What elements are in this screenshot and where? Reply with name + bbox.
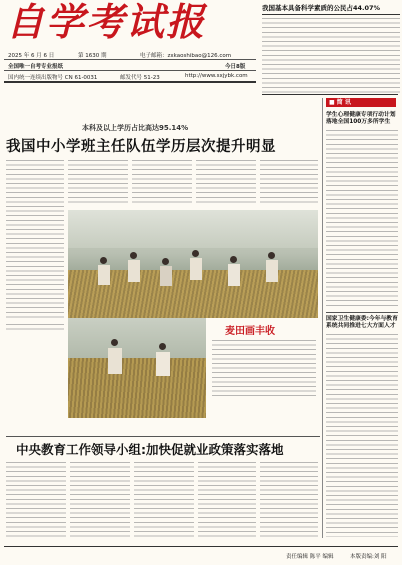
issue-number: 第 1630 期: [78, 53, 107, 59]
top-right-body: [262, 16, 400, 96]
bottom-body-col3: [134, 460, 194, 538]
side-story2-headline: 国家卫生健康委:今年与教育系统共同推进七大方面人才: [326, 316, 398, 329]
footer-left: 责任编辑 陈平 编辑: [286, 554, 334, 560]
bottom-body-col5: [260, 460, 318, 538]
lead-body-col1-end: [6, 322, 64, 332]
top-right-headline: 我国基本具备科学素质的公民占44.07%: [262, 4, 400, 15]
column-rule: [322, 98, 323, 538]
issue-date: 2025 年 6 月 6 日: [8, 53, 55, 59]
lead-body-col2: [68, 158, 128, 204]
header-divider: [4, 59, 256, 60]
photo-caption-title: 麦田画丰收: [225, 326, 275, 337]
side-story1-headline: 学生心理健康专项行动计划落地全国100万多所学生: [326, 112, 396, 125]
post-code: 邮发代号 51-23: [120, 75, 160, 81]
top-right-divider: [262, 94, 398, 95]
lead-headline: 我国中小学班主任队伍学历层次提升明显: [6, 139, 276, 155]
bottom-body-col4: [198, 460, 256, 538]
page-count: 今日8版: [225, 64, 246, 70]
photo-caption-body: [212, 338, 316, 398]
bottom-headline: 中央教育工作领导小组:加快促就业政策落实落地: [16, 442, 284, 457]
photo-lower: [68, 318, 206, 418]
header-divider-2: [4, 70, 256, 71]
footer-divider: [4, 546, 398, 547]
side-divider: [326, 312, 398, 313]
side-story1-body: [326, 128, 398, 308]
harvest-photo: [68, 210, 318, 318]
lead-body-col1: [6, 158, 64, 318]
bottom-divider: [6, 436, 320, 437]
footer-right: 本版责编:刘 阳: [350, 554, 387, 560]
publisher-tagline: 全国唯一自考专业报纸: [8, 64, 64, 70]
side-story2-body: [326, 332, 398, 537]
side-tag: ■ 简 讯: [326, 98, 396, 107]
masthead-title: 自学考试报: [6, 0, 207, 44]
bottom-body-col2: [70, 460, 130, 538]
header-divider-3: [4, 81, 256, 83]
bottom-body-col1: [6, 460, 66, 538]
lead-kicker: 本科及以上学历占比高达95.14%: [82, 124, 189, 132]
cn-number: 国内统一连续出版物号 CN 61-0031: [8, 75, 98, 81]
email-line: 电子邮箱：zxkaoshibao@126.com: [140, 53, 232, 59]
lead-body-col3: [132, 158, 192, 204]
lead-body-col4: [196, 158, 256, 204]
website[interactable]: http://www.sxjybk.com: [185, 73, 248, 79]
lead-body-col5: [260, 158, 318, 204]
